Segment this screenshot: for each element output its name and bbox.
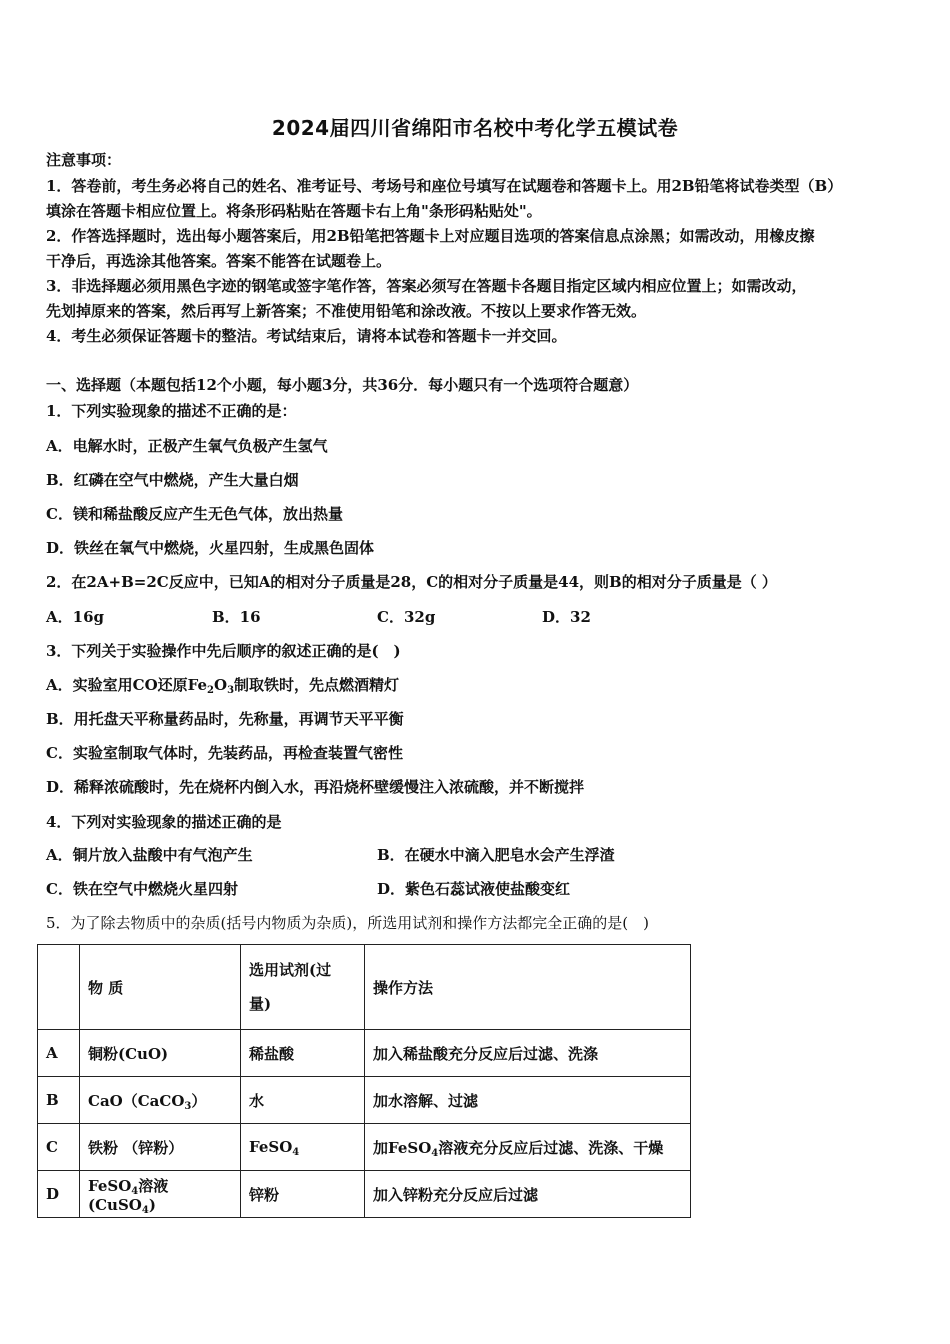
header-reagent: 选用试剂(过 量) xyxy=(241,945,365,1030)
notice-line-2: 填涂在答题卡相应位置上。将条形码粘贴在答题卡右上角"条形码粘贴处"。 xyxy=(46,202,542,220)
q4-option-a: A．铜片放入盐酸中有气泡产生 xyxy=(46,846,253,864)
row-reagent: 锌粉 xyxy=(241,1171,365,1218)
q2-option-c: C．32g xyxy=(377,608,436,626)
row-letter: C xyxy=(38,1124,80,1171)
q3-stem: 3．下列关于实验操作中先后顺序的叙述正确的是( ) xyxy=(46,642,401,660)
q2-option-b: B．16 xyxy=(212,608,261,626)
row-letter: B xyxy=(38,1077,80,1124)
q1-option-d: D．铁丝在氧气中燃烧，火星四射，生成黑色固体 xyxy=(46,539,375,557)
notice-heading: 注意事项： xyxy=(46,151,122,169)
notice-line-6: 先划掉原来的答案，然后再写上新答案；不准使用铅笔和涂改液。不按以上要求作答无效。 xyxy=(46,302,647,320)
row-method: 加FeSO$_4$溶液充分反应后过滤、洗涤、干燥 xyxy=(365,1124,691,1171)
notice-line-7: 4．考生必须保证答题卡的整洁。考试结束后，请将本试卷和答题卡一并交回。 xyxy=(46,327,567,345)
row-reagent: FeSO$_4$ xyxy=(241,1124,365,1171)
q5-stem: 5．为了除去物质中的杂质(括号内物质为杂质)，所选用试剂和操作方法都完全正确的是( ) xyxy=(46,914,649,932)
q1-option-b: B．红磷在空气中燃烧，产生大量白烟 xyxy=(46,471,299,489)
q3-option-b: B．用托盘天平称量药品时，先称量，再调节天平平衡 xyxy=(46,710,404,728)
row-substance: FeSO$_4$溶液(CuSO$_4$) xyxy=(80,1171,241,1218)
notice-line-1: 1．答卷前，考生务必将自己的姓名、准考证号、考场号和座位号填写在试题卷和答题卡上。用2B铅笔将试卷类型（B） xyxy=(46,177,843,195)
notice-line-5: 3．非选择题必须用黑色字迹的钢笔或签字笔作答，答案必须写在答题卡各题目指定区域内相应位置上；如需改动， xyxy=(46,277,807,295)
row-reagent: 稀盐酸 xyxy=(241,1030,365,1077)
row-method: 加水溶解、过滤 xyxy=(365,1077,691,1124)
q3-option-a: A．实验室用CO还原$Fe_2O_3$制取铁时，先点燃酒精灯 xyxy=(46,676,400,696)
header-method: 操作方法 xyxy=(365,945,691,1030)
q2-stem: 2．在2A+B=2C反应中，已知A的相对分子质量是28，C的相对分子质量是44，则B的相对分子质量是（ ） xyxy=(46,573,777,591)
row-reagent: 水 xyxy=(241,1077,365,1124)
q1-option-c: C．镁和稀盐酸反应产生无色气体，放出热量 xyxy=(46,505,343,523)
q3-option-d: D．稀释浓硫酸时，先在烧杯内倒入水，再沿烧杯壁缓慢注入浓硫酸，并不断搅拌 xyxy=(46,778,585,796)
q2-option-d: D．32 xyxy=(542,608,591,626)
row-substance: 铜粉(CuO) xyxy=(80,1030,241,1077)
page-title: 2024届四川省绵阳市名校中考化学五模试卷 xyxy=(271,116,679,140)
row-method: 加入锌粉充分反应后过滤 xyxy=(365,1171,691,1218)
q4-stem: 4．下列对实验现象的描述正确的是 xyxy=(46,813,282,831)
notice-line-4: 干净后，再选涂其他答案。答案不能答在试题卷上。 xyxy=(46,252,392,270)
header-letter-cell xyxy=(38,945,80,1030)
q4-option-b: B．在硬水中滴入肥皂水会产生浮渣 xyxy=(377,846,615,864)
table-row xyxy=(38,1124,691,1171)
q3-option-c: C．实验室制取气体时，先装药品，再检查装置气密性 xyxy=(46,744,403,762)
q5-options-table xyxy=(37,944,691,1218)
row-substance: 铁粉 （锌粉） xyxy=(80,1124,241,1171)
q1-stem: 1．下列实验现象的描述不正确的是： xyxy=(46,402,297,420)
q4-option-c: C．铁在空气中燃烧火星四射 xyxy=(46,880,238,898)
row-letter: D xyxy=(38,1171,80,1218)
section-heading: 一、选择题（本题包括12个小题，每小题3分，共36分．每小题只有一个选项符合题意） xyxy=(46,376,639,394)
table-header-row xyxy=(38,945,691,1030)
table-row xyxy=(38,1030,691,1077)
q1-option-a: A．电解水时，正极产生氧气负极产生氢气 xyxy=(46,437,328,455)
table-row xyxy=(38,1077,691,1124)
row-letter: A xyxy=(38,1030,80,1077)
q4-option-d: D．紫色石蕊试液使盐酸变红 xyxy=(377,880,571,898)
row-substance: CaO（CaCO$_3$） xyxy=(80,1077,241,1124)
header-substance: 物 质 xyxy=(80,945,241,1030)
row-method: 加入稀盐酸充分反应后过滤、洗涤 xyxy=(365,1030,691,1077)
table-row xyxy=(38,1171,691,1218)
q2-option-a: A．16g xyxy=(46,608,105,626)
notice-line-3: 2．作答选择题时，选出每小题答案后，用2B铅笔把答题卡上对应题目选项的答案信息点涂黑；如需改动，用橡皮擦 xyxy=(46,227,815,245)
